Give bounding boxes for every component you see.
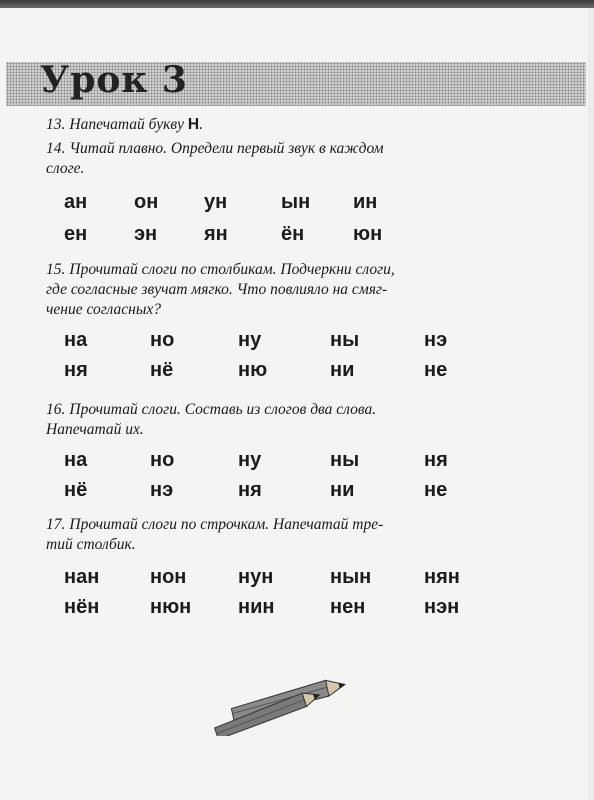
- syllable: нё: [64, 479, 88, 501]
- syllable: ун: [204, 191, 228, 213]
- page-top-edge: [0, 0, 594, 8]
- task-number: 16.: [46, 401, 66, 418]
- syllable: нун: [238, 566, 274, 588]
- syllable: ян: [204, 223, 228, 245]
- syllable: нэн: [424, 596, 460, 618]
- task-text: чение согласных?: [46, 301, 161, 318]
- syllable: нян: [424, 566, 460, 588]
- syllable: не: [424, 479, 448, 501]
- pencils-icon: [212, 676, 352, 736]
- syllable: юн: [353, 223, 383, 245]
- task-text: Прочитай слоги по строчкам. Напечатай тре-: [69, 516, 384, 533]
- syllable: ан: [64, 191, 88, 213]
- lesson-title: Урок 3: [40, 59, 188, 101]
- syllable: нэ: [150, 479, 174, 501]
- syllable: он: [134, 191, 159, 213]
- syllable: нын: [330, 566, 372, 588]
- syllable: эн: [134, 223, 158, 245]
- syllable: на: [64, 329, 88, 351]
- syllable: ну: [238, 329, 262, 351]
- syllable: нон: [150, 566, 187, 588]
- syllable: ён: [281, 223, 305, 245]
- syllable: ня: [64, 359, 88, 381]
- task-17: [46, 515, 383, 555]
- task-number: 14.: [46, 140, 66, 157]
- task-15: [46, 260, 395, 320]
- task-text: Напечатай букву: [69, 116, 188, 133]
- syllable: ня: [238, 479, 262, 501]
- syllable: нё: [150, 359, 174, 381]
- syllable: ны: [330, 449, 360, 471]
- task-number: 15.: [46, 261, 66, 278]
- syllable: но: [150, 449, 175, 471]
- syllable: ня: [424, 449, 448, 471]
- task-text-end: .: [199, 116, 203, 133]
- task-text: тий столбик.: [46, 536, 136, 553]
- task-13: [46, 115, 203, 135]
- task-text: Напечатай их.: [46, 421, 144, 438]
- syllable: ни: [330, 359, 355, 381]
- task-text: Прочитай слоги по столбикам. Подчеркни слоги,: [69, 261, 395, 278]
- syllable: нен: [330, 596, 366, 618]
- syllable: нюн: [150, 596, 192, 618]
- task-number: 13.: [46, 116, 66, 133]
- task-text: где согласные звучат мягко. Что повлияло на смяг-: [46, 281, 388, 298]
- syllable: на: [64, 449, 88, 471]
- syllable: ни: [330, 479, 355, 501]
- syllable: ны: [330, 329, 360, 351]
- syllable: не: [424, 359, 448, 381]
- task-number: 17.: [46, 516, 66, 533]
- syllable: но: [150, 329, 175, 351]
- syllable: ну: [238, 449, 262, 471]
- syllable: нэ: [424, 329, 448, 351]
- syllable: ню: [238, 359, 268, 381]
- syllable: нан: [64, 566, 100, 588]
- task-14: [46, 139, 384, 179]
- syllable: ен: [64, 223, 88, 245]
- syllable: нин: [238, 596, 275, 618]
- syllable: нён: [64, 596, 100, 618]
- task-text: Прочитай слоги. Составь из слогов два слова.: [69, 401, 377, 418]
- task-text: Читай плавно. Определи первый звук в каждом: [69, 140, 384, 157]
- task-16: [46, 400, 376, 440]
- task-text: слоге.: [46, 160, 85, 177]
- task-emphasis: Н: [187, 116, 200, 133]
- syllable: ин: [353, 191, 378, 213]
- syllable: ын: [281, 191, 311, 213]
